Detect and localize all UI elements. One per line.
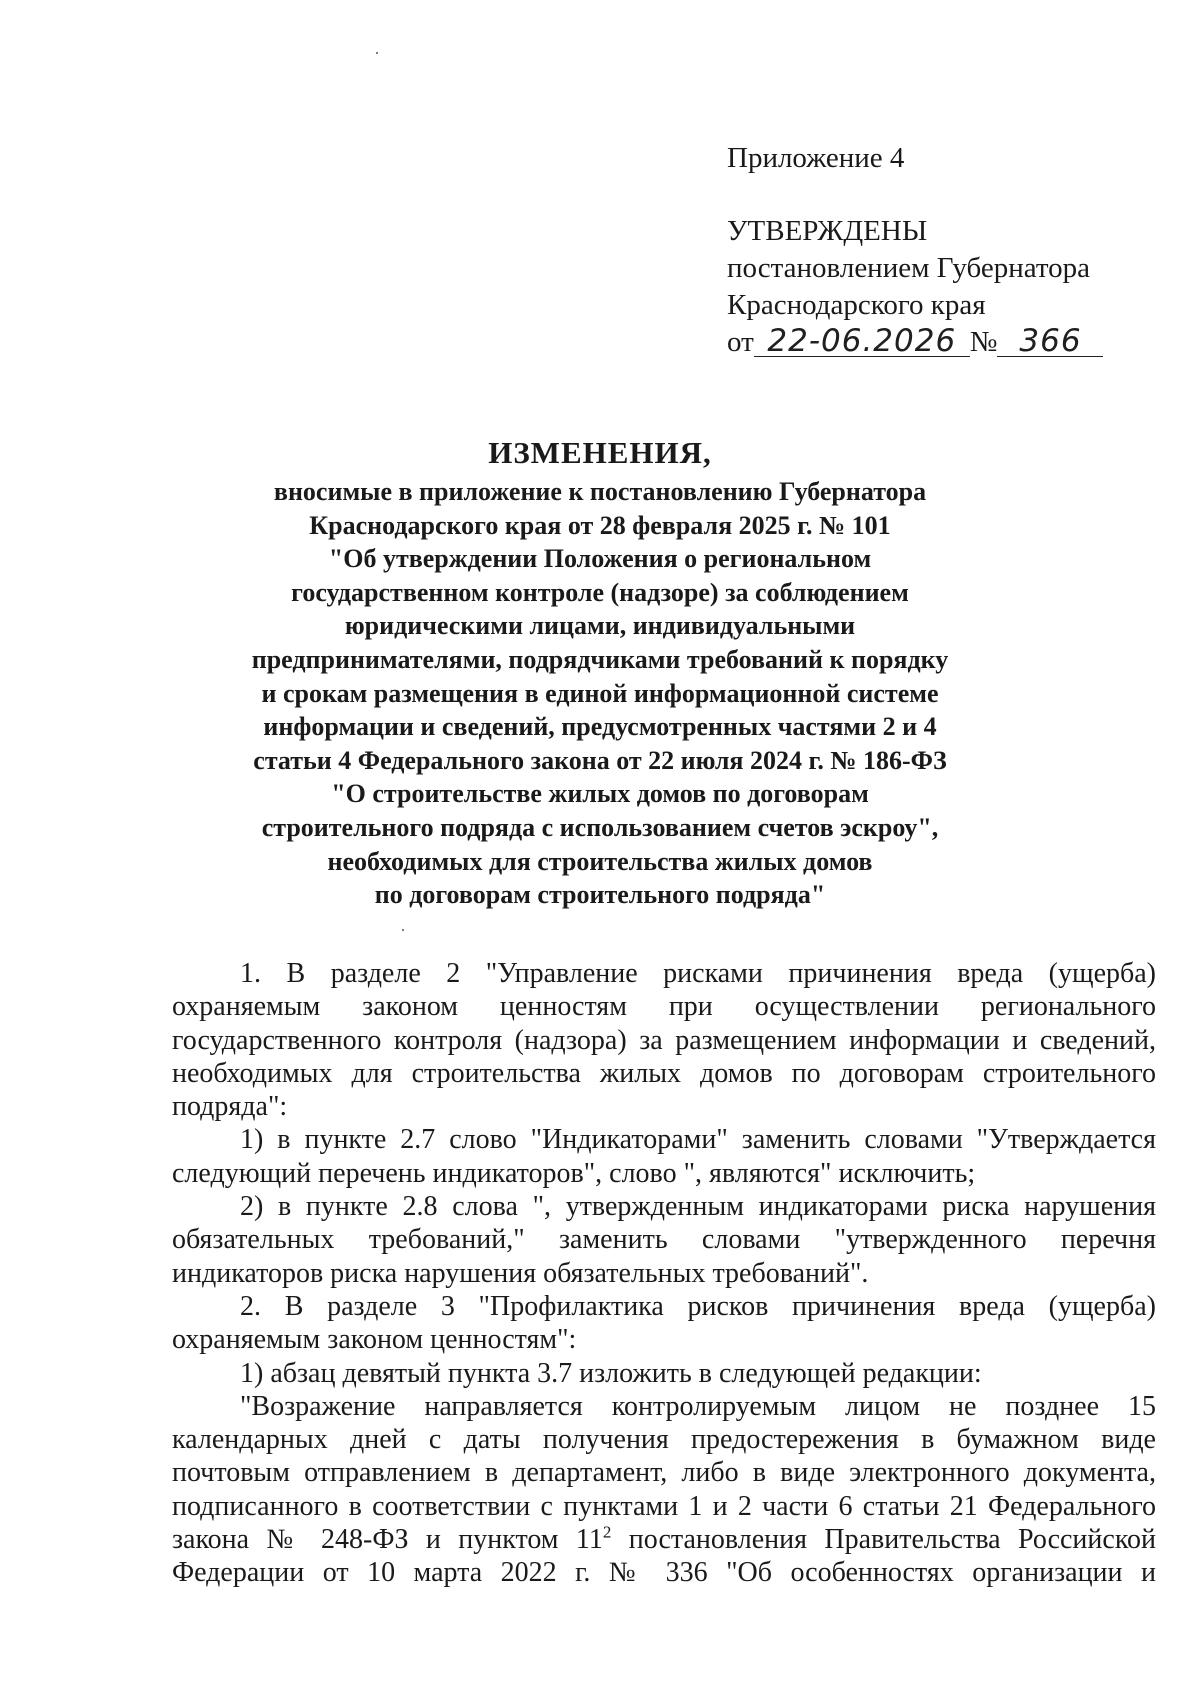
paragraph-4: 2. В разделе 3 "Профилактика рисков причинения вреда (ущерба) охраняемым законом ценностям":	[172, 1290, 1156, 1356]
title-line: юридическими лицами, индивидуальными	[344, 611, 856, 641]
title-line: "Об утверждении Положения о региональном	[328, 544, 872, 574]
paragraph-3: 2) в пункте 2.8 слова ", утвержденным индикаторами риска нарушения обязательных требований," заменить словами "утвержденного перечня индикаторов риска нарушения обязательных требований".	[172, 1191, 1156, 1289]
paragraph-5: 1) абзац девятый пункта 3.7 изложить в следующей редакции:	[240, 1357, 982, 1389]
number-prefix: №	[969, 326, 998, 358]
paragraph-1: 1. В разделе 2 "Управление рисками причинения вреда (ущерба) охраняемым законом ценностям при осуществлении регионального государственного контроля (надзора) за размещением информации и сведений, необходимых для строительства жилых домов по договорам строительного подряда":	[172, 958, 1156, 1123]
title-heading: ИЗМЕНЕНИЯ,	[488, 435, 712, 470]
title-line: "О строительстве жилых домов по договорам	[331, 779, 869, 809]
approved-label: УТВЕРЖДЕНЫ	[727, 215, 928, 247]
paragraph-2: 1) в пункте 2.7 слово "Индикаторами" заменить словами "Утверждается следующий перечень индикаторов", слово ", являются" исключить;	[172, 1124, 1156, 1189]
handwritten-number: 366	[997, 326, 1103, 357]
approval-date-line	[727, 324, 1147, 361]
superscript-2: 2	[602, 1522, 612, 1542]
approval-block	[727, 140, 1147, 361]
paragraph-6-text: "Возражение направляется контролируемым лицом не позднее 15 календарных дней с даты получения предостережения в бумажном виде почтовым отправлением в департамент, либо в виде электронного документа, подписанного в соответствии с пунктами 1 и 2 части 6 статьи 21 Федерального закона № 248-ФЗ и пунктом 11	[172, 1390, 1156, 1556]
title-line: необходимых для строительства жилых домов	[327, 846, 873, 876]
title-line: строительного подряда с использованием счетов эскроу",	[261, 812, 939, 842]
title-line: информации и сведений, предусмотренных частями 2 и 4	[263, 712, 937, 742]
title-line: по договорам строительного подряда"	[374, 880, 826, 910]
date-prefix: от	[727, 326, 754, 358]
approved-by-line: постановлением Губернатора	[727, 252, 1091, 284]
paragraph-6-continuation: постановления Правительства Российской Федерации от 10 марта 2022 г. № 336 "Об особенностях организации и	[172, 1524, 1156, 1589]
title-line: и срокам размещения в единой информационной системе	[261, 678, 939, 708]
scan-speck	[402, 929, 404, 931]
approved-by-region: Краснодарского края	[727, 289, 986, 321]
paragraph-6	[172, 1390, 1156, 1590]
handwritten-date: 22-06.2026	[754, 326, 970, 357]
document-body	[172, 957, 1156, 1590]
title-line: статьи 4 Федерального закона от 22 июля 2024 г. № 186-ФЗ	[253, 745, 947, 775]
title-line: государственном контроле (надзоре) за соблюдением	[291, 577, 909, 607]
title-line: предпринимателями, подрядчиками требований к порядку	[251, 644, 949, 674]
title-line: Краснодарского края от 28 февраля 2025 г. № 101	[309, 510, 891, 540]
document-title	[160, 433, 1040, 912]
scan-speck	[376, 52, 378, 54]
appendix-label: Приложение 4	[727, 142, 905, 174]
title-line: вносимые в приложение к постановлению Губернатора	[273, 477, 927, 506]
